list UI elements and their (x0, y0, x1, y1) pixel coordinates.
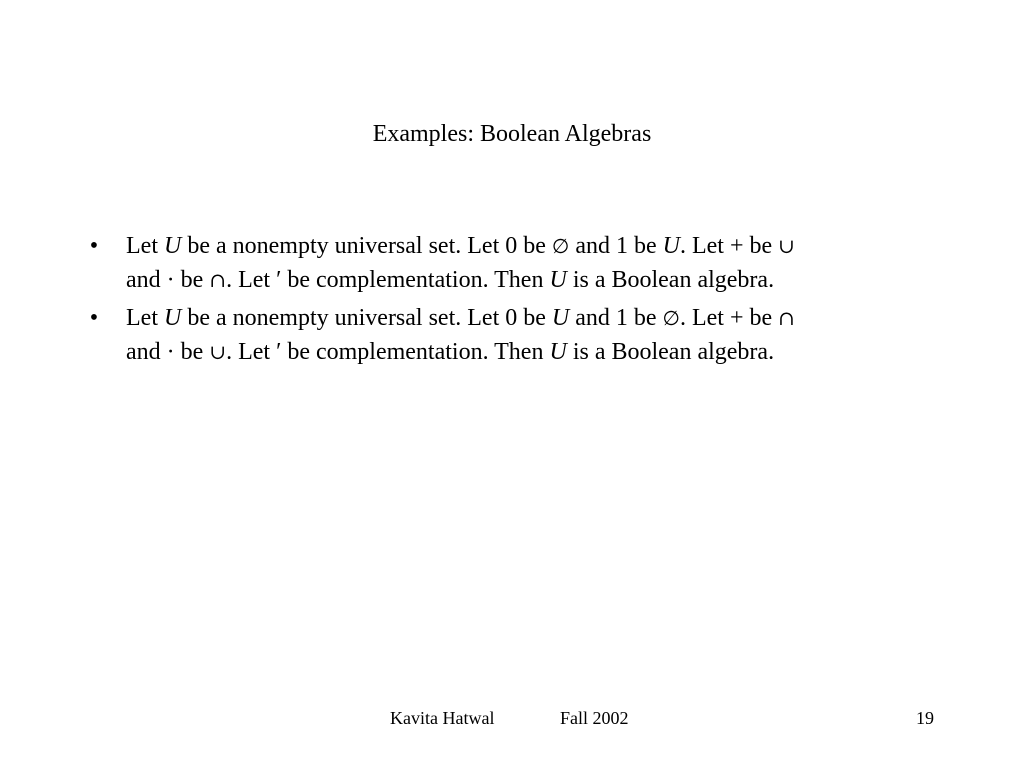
dot-operator-symbol: · (166, 267, 175, 293)
list-item (84, 229, 964, 297)
math-variable: U (549, 267, 567, 293)
text-run: Let (126, 305, 164, 331)
text-run: and (126, 267, 167, 293)
intersection-symbol: ∩ (778, 306, 795, 330)
text-run: be a nonempty universal set. Let 0 be (181, 305, 552, 331)
union-symbol: ∪ (778, 234, 795, 258)
bullet-list (84, 229, 964, 373)
empty-set-symbol: ∅ (662, 306, 680, 330)
footer-term: Fall 2002 (560, 708, 629, 728)
text-run: be a nonempty universal set. Let 0 be (181, 233, 552, 259)
union-symbol: ∪ (209, 340, 227, 364)
text-run: and 1 be (569, 233, 663, 259)
bullet-icon: • (89, 233, 99, 259)
text-run: . Let + be (679, 305, 779, 331)
text-run: . Let (226, 267, 277, 293)
math-variable: U (662, 233, 680, 259)
text-run: and (126, 339, 167, 365)
text-run: and 1 be (569, 305, 663, 331)
text-run: . Let + be (679, 233, 779, 259)
text-run: be complementation. Then (281, 267, 550, 293)
bullet-line (126, 263, 964, 297)
footer-author: Kavita Hatwal (390, 708, 495, 728)
math-variable: U (163, 233, 182, 259)
bullet-line (126, 335, 964, 369)
text-run: be (174, 339, 210, 365)
list-item (84, 301, 964, 369)
text-run: is a Boolean algebra. (566, 339, 775, 365)
math-variable: U (163, 305, 182, 331)
math-variable: U (549, 339, 567, 365)
bullet-icon: • (89, 305, 99, 331)
prime-symbol: ′ (276, 267, 282, 293)
text-run: . Let (226, 339, 277, 365)
text-run: be complementation. Then (281, 339, 550, 365)
text-run: be (174, 267, 210, 293)
slide-title: Examples: Boolean Algebras (372, 121, 652, 147)
bullet-line (126, 229, 964, 263)
page-number: 19 (916, 708, 934, 728)
bullet-line (126, 301, 964, 335)
prime-symbol: ′ (276, 339, 282, 365)
text-run: Let (126, 233, 164, 259)
text-run: is a Boolean algebra. (566, 267, 775, 293)
math-variable: U (551, 305, 570, 331)
dot-operator-symbol: · (166, 339, 175, 365)
empty-set-symbol: ∅ (551, 234, 570, 258)
intersection-symbol: ∩ (209, 268, 227, 292)
